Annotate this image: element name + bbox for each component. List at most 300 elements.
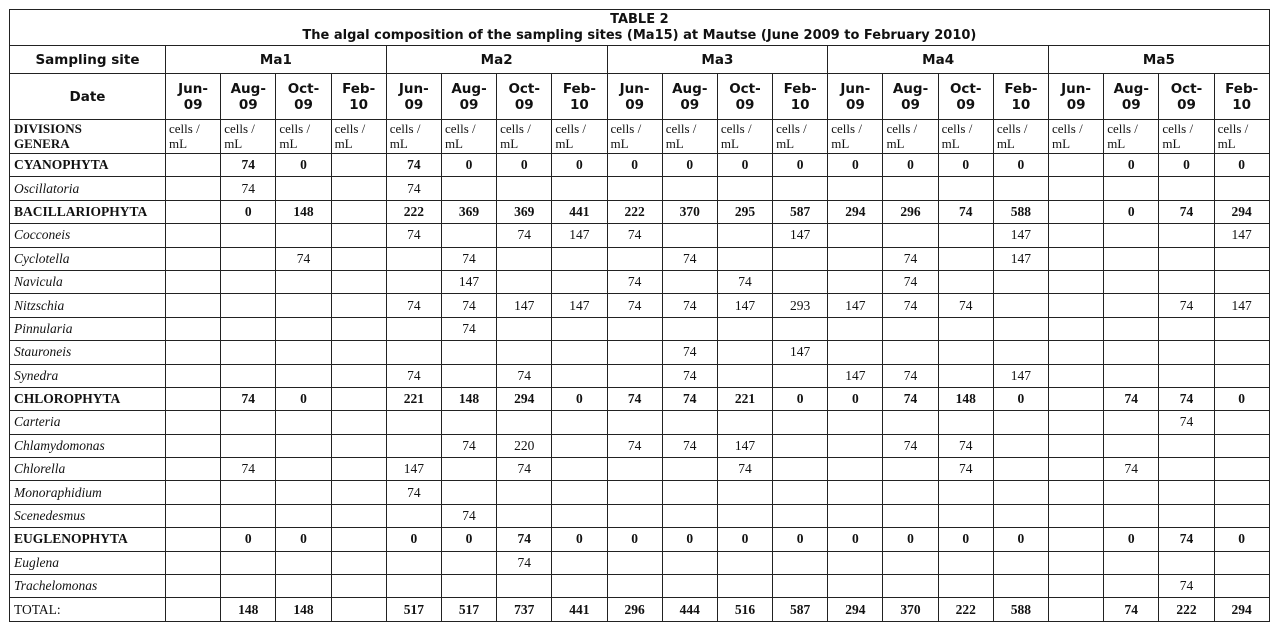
- value-cell: 74: [717, 458, 772, 481]
- value-cell: [552, 434, 607, 457]
- value-cell: 0: [1104, 528, 1159, 551]
- value-cell: [773, 458, 828, 481]
- date-month: Oct-: [508, 80, 540, 97]
- value-cell: [497, 411, 552, 434]
- unit-cell: [1049, 120, 1104, 154]
- value-cell: [552, 411, 607, 434]
- value-cell: 74: [938, 434, 993, 457]
- value-cell: 0: [276, 154, 331, 177]
- value-cell: [441, 341, 496, 364]
- value-cell: [331, 434, 386, 457]
- genus-row: [10, 481, 1270, 504]
- unit-cells: cells /: [665, 121, 697, 136]
- value-cell: [331, 528, 386, 551]
- value-cell: [717, 247, 772, 270]
- unit-ml: mL: [831, 136, 850, 151]
- value-cell: [717, 364, 772, 387]
- value-cell: [1104, 247, 1159, 270]
- value-cell: [166, 481, 221, 504]
- value-cell: [221, 294, 276, 317]
- value-cell: [938, 224, 993, 247]
- value-cell: [331, 224, 386, 247]
- value-cell: 294: [1214, 200, 1269, 223]
- value-cell: 74: [386, 294, 441, 317]
- value-cell: [552, 177, 607, 200]
- genus-label: Stauroneis: [10, 341, 166, 364]
- unit-cells: cells /: [1162, 121, 1194, 136]
- value-cell: 74: [938, 294, 993, 317]
- division-row: [10, 387, 1270, 410]
- genus-label: Trachelomonas: [10, 575, 166, 598]
- value-cell: [717, 411, 772, 434]
- value-cell: 74: [497, 364, 552, 387]
- date-year: 09: [680, 96, 700, 113]
- value-cell: [773, 247, 828, 270]
- date-header: [773, 74, 828, 120]
- value-cell: [552, 270, 607, 293]
- value-cell: [938, 341, 993, 364]
- value-cell: [221, 270, 276, 293]
- value-cell: [497, 481, 552, 504]
- date-month: Aug-: [230, 80, 266, 97]
- value-cell: [331, 294, 386, 317]
- value-cell: [883, 411, 938, 434]
- value-cell: [1049, 434, 1104, 457]
- date-month: Aug-: [1113, 80, 1149, 97]
- value-cell: [166, 200, 221, 223]
- value-cell: 294: [497, 387, 552, 410]
- value-cell: [497, 247, 552, 270]
- value-cell: [1049, 247, 1104, 270]
- value-cell: [1159, 317, 1214, 340]
- unit-cells: cells /: [555, 121, 586, 136]
- value-cell: [1104, 575, 1159, 598]
- value-cell: [1049, 528, 1104, 551]
- value-cell: 0: [883, 528, 938, 551]
- date-header: [1049, 74, 1104, 120]
- date-year: 09: [514, 96, 534, 113]
- genus-row: [10, 341, 1270, 364]
- value-cell: [441, 364, 496, 387]
- divisions-genera-label: [10, 120, 166, 154]
- value-cell: [166, 364, 221, 387]
- value-cell: [166, 434, 221, 457]
- value-cell: [828, 411, 883, 434]
- genera-label: GENERA: [14, 136, 70, 151]
- value-cell: 0: [993, 387, 1048, 410]
- value-cell: 0: [607, 154, 662, 177]
- value-cell: [883, 224, 938, 247]
- date-header: [828, 74, 883, 120]
- date-month: Oct-: [287, 80, 320, 97]
- value-cell: [441, 224, 496, 247]
- value-cell: [773, 411, 828, 434]
- value-cell: [662, 317, 717, 340]
- division-label: CYANOPHYTA: [10, 154, 166, 177]
- value-cell: 74: [662, 364, 717, 387]
- value-cell: [883, 317, 938, 340]
- table-caption: TABLE 2: [610, 12, 669, 27]
- value-cell: 296: [607, 598, 662, 621]
- value-cell: [497, 341, 552, 364]
- value-cell: [1159, 364, 1214, 387]
- value-cell: 369: [441, 200, 496, 223]
- value-cell: 74: [607, 224, 662, 247]
- value-cell: [1214, 551, 1269, 574]
- genus-label: Nitzschia: [10, 294, 166, 317]
- date-year: 10: [570, 96, 589, 113]
- value-cell: [552, 458, 607, 481]
- value-cell: 74: [883, 434, 938, 457]
- unit-cells: cells /: [1217, 121, 1249, 136]
- unit-ml: mL: [555, 136, 574, 151]
- value-cell: [221, 551, 276, 574]
- value-cell: [1159, 504, 1214, 527]
- value-cell: [717, 575, 772, 598]
- genus-row: [10, 434, 1270, 457]
- value-cell: 0: [828, 528, 883, 551]
- value-cell: [221, 411, 276, 434]
- value-cell: [386, 551, 441, 574]
- date-header-label: Date: [10, 74, 166, 120]
- value-cell: 0: [662, 528, 717, 551]
- value-cell: [1049, 270, 1104, 293]
- value-cell: 74: [1104, 387, 1159, 410]
- date-header: [386, 74, 441, 120]
- unit-cells: cells /: [224, 121, 255, 136]
- value-cell: 444: [662, 598, 717, 621]
- value-cell: [938, 270, 993, 293]
- value-cell: [828, 458, 883, 481]
- value-cell: [1049, 224, 1104, 247]
- value-cell: [497, 317, 552, 340]
- unit-ml: mL: [720, 136, 739, 151]
- value-cell: [552, 481, 607, 504]
- unit-cells: cells /: [279, 121, 311, 136]
- value-cell: [607, 504, 662, 527]
- value-cell: 74: [607, 434, 662, 457]
- value-cell: 74: [607, 294, 662, 317]
- value-cell: [221, 364, 276, 387]
- value-cell: [1159, 341, 1214, 364]
- value-cell: 74: [883, 387, 938, 410]
- value-cell: 147: [717, 294, 772, 317]
- value-cell: [883, 504, 938, 527]
- value-cell: [221, 504, 276, 527]
- value-cell: [1104, 177, 1159, 200]
- genus-row: [10, 177, 1270, 200]
- value-cell: 0: [441, 154, 496, 177]
- date-year: 09: [1066, 96, 1086, 113]
- value-cell: [386, 247, 441, 270]
- value-cell: [828, 434, 883, 457]
- value-cell: [717, 224, 772, 247]
- unit-cells: cells /: [996, 121, 1028, 136]
- value-cell: [1104, 434, 1159, 457]
- value-cell: [386, 317, 441, 340]
- date-header: [1159, 74, 1214, 120]
- genus-label: Cocconeis: [10, 224, 166, 247]
- value-cell: [441, 458, 496, 481]
- date-month: Jun-: [619, 80, 650, 97]
- unit-cells: cells /: [720, 121, 752, 136]
- value-cell: 293: [773, 294, 828, 317]
- value-cell: 0: [221, 200, 276, 223]
- value-cell: [662, 575, 717, 598]
- unit-ml: mL: [500, 136, 519, 151]
- date-header: [993, 74, 1048, 120]
- value-cell: [1049, 177, 1104, 200]
- value-cell: [828, 270, 883, 293]
- date-header: [662, 74, 717, 120]
- value-cell: 222: [607, 200, 662, 223]
- value-cell: 147: [993, 247, 1048, 270]
- value-cell: 370: [883, 598, 938, 621]
- value-cell: 74: [717, 270, 772, 293]
- value-cell: 0: [552, 154, 607, 177]
- value-cell: 147: [773, 341, 828, 364]
- value-cell: [331, 458, 386, 481]
- value-cell: [166, 411, 221, 434]
- value-cell: 74: [1159, 387, 1214, 410]
- value-cell: [1104, 270, 1159, 293]
- value-cell: 147: [386, 458, 441, 481]
- value-cell: 0: [552, 528, 607, 551]
- value-cell: [331, 598, 386, 621]
- unit-cells: cells /: [334, 121, 366, 136]
- value-cell: [552, 364, 607, 387]
- value-cell: [938, 575, 993, 598]
- unit-ml: mL: [279, 136, 298, 151]
- genus-row: [10, 317, 1270, 340]
- date-year: 09: [625, 96, 644, 113]
- value-cell: 74: [497, 528, 552, 551]
- value-cell: [386, 270, 441, 293]
- value-cell: [1049, 154, 1104, 177]
- value-cell: [552, 317, 607, 340]
- unit-ml: mL: [389, 136, 408, 151]
- unit-ml: mL: [776, 136, 795, 151]
- value-cell: [221, 434, 276, 457]
- value-cell: 147: [1214, 224, 1269, 247]
- value-cell: [441, 481, 496, 504]
- unit-ml: mL: [169, 136, 188, 151]
- date-month: Oct-: [1170, 80, 1203, 97]
- algal-composition-table: [9, 9, 1270, 622]
- value-cell: [221, 224, 276, 247]
- value-cell: [607, 551, 662, 574]
- value-cell: [331, 270, 386, 293]
- value-cell: 74: [1159, 200, 1214, 223]
- genus-label: Synedra: [10, 364, 166, 387]
- value-cell: [938, 247, 993, 270]
- value-cell: [166, 504, 221, 527]
- date-year: 09: [901, 96, 920, 113]
- value-cell: [276, 317, 331, 340]
- value-cell: [662, 551, 717, 574]
- genus-label: Cyclotella: [10, 247, 166, 270]
- value-cell: [552, 247, 607, 270]
- date-header: [166, 74, 221, 120]
- genus-row: [10, 294, 1270, 317]
- value-cell: [883, 177, 938, 200]
- value-cell: 516: [717, 598, 772, 621]
- value-cell: 74: [386, 177, 441, 200]
- value-cell: [276, 364, 331, 387]
- value-cell: [276, 224, 331, 247]
- site-header-ma2: Ma2: [386, 46, 607, 74]
- unit-cells: cells /: [500, 121, 531, 136]
- genus-row: [10, 575, 1270, 598]
- value-cell: 0: [497, 154, 552, 177]
- value-cell: [828, 504, 883, 527]
- date-header: [276, 74, 331, 120]
- value-cell: [276, 551, 331, 574]
- value-cell: 147: [497, 294, 552, 317]
- genus-row: [10, 224, 1270, 247]
- value-cell: [331, 551, 386, 574]
- value-cell: 74: [662, 294, 717, 317]
- value-cell: 74: [497, 224, 552, 247]
- value-cell: [441, 551, 496, 574]
- value-cell: 441: [552, 200, 607, 223]
- value-cell: [497, 575, 552, 598]
- value-cell: 0: [221, 528, 276, 551]
- value-cell: [331, 317, 386, 340]
- value-cell: [386, 504, 441, 527]
- value-cell: 74: [386, 364, 441, 387]
- value-cell: 0: [773, 387, 828, 410]
- value-cell: 74: [938, 458, 993, 481]
- date-month: Jun-: [1061, 80, 1092, 97]
- date-year: 09: [1177, 96, 1196, 113]
- date-month: Feb-: [1004, 80, 1038, 97]
- unit-ml: mL: [941, 136, 960, 151]
- value-cell: 74: [1104, 458, 1159, 481]
- genus-label: Scenedesmus: [10, 504, 166, 527]
- unit-cells: cells /: [389, 121, 421, 136]
- date-month: Feb-: [1225, 80, 1259, 97]
- value-cell: 222: [938, 598, 993, 621]
- date-year: 10: [349, 96, 369, 113]
- value-cell: [276, 481, 331, 504]
- value-cell: [276, 458, 331, 481]
- value-cell: 74: [497, 551, 552, 574]
- value-cell: [1049, 504, 1104, 527]
- value-cell: 148: [938, 387, 993, 410]
- date-header: [497, 74, 552, 120]
- genus-label: Oscillatoria: [10, 177, 166, 200]
- value-cell: [773, 317, 828, 340]
- value-cell: [441, 575, 496, 598]
- value-cell: 74: [1159, 575, 1214, 598]
- value-cell: [166, 575, 221, 598]
- value-cell: [607, 247, 662, 270]
- value-cell: [993, 270, 1048, 293]
- value-cell: [1214, 458, 1269, 481]
- value-cell: [607, 341, 662, 364]
- unit-cell: [662, 120, 717, 154]
- value-cell: 147: [441, 270, 496, 293]
- value-cell: [828, 247, 883, 270]
- value-cell: [883, 481, 938, 504]
- value-cell: [993, 317, 1048, 340]
- value-cell: 587: [773, 598, 828, 621]
- unit-cell: [938, 120, 993, 154]
- genus-label: Chlamydomonas: [10, 434, 166, 457]
- value-cell: 737: [497, 598, 552, 621]
- value-cell: 0: [1214, 528, 1269, 551]
- date-header-row: [10, 74, 1270, 120]
- value-cell: 0: [662, 154, 717, 177]
- unit-cell: [1159, 120, 1214, 154]
- genus-label: Chlorella: [10, 458, 166, 481]
- value-cell: [883, 458, 938, 481]
- value-cell: [166, 317, 221, 340]
- value-cell: 74: [662, 434, 717, 457]
- value-cell: 74: [662, 387, 717, 410]
- unit-cell: [828, 120, 883, 154]
- genus-row: [10, 411, 1270, 434]
- value-cell: 74: [662, 341, 717, 364]
- value-cell: 148: [276, 598, 331, 621]
- value-cell: [938, 504, 993, 527]
- value-cell: 0: [1214, 387, 1269, 410]
- value-cell: [166, 551, 221, 574]
- date-year: 10: [1232, 96, 1252, 113]
- site-header-ma1: Ma1: [166, 46, 387, 74]
- value-cell: 148: [441, 387, 496, 410]
- value-cell: [441, 411, 496, 434]
- value-cell: 0: [993, 154, 1048, 177]
- value-cell: 0: [938, 528, 993, 551]
- value-cell: 222: [1159, 598, 1214, 621]
- unit-cell: [1214, 120, 1269, 154]
- value-cell: 369: [497, 200, 552, 223]
- site-header-ma3: Ma3: [607, 46, 828, 74]
- value-cell: [1214, 270, 1269, 293]
- value-cell: 296: [883, 200, 938, 223]
- value-cell: [1214, 575, 1269, 598]
- value-cell: 74: [386, 481, 441, 504]
- value-cell: 148: [221, 598, 276, 621]
- date-header: [607, 74, 662, 120]
- value-cell: 74: [386, 154, 441, 177]
- value-cell: [552, 551, 607, 574]
- genus-row: [10, 247, 1270, 270]
- value-cell: 74: [441, 247, 496, 270]
- value-cell: 295: [717, 200, 772, 223]
- value-cell: 0: [441, 528, 496, 551]
- value-cell: [166, 598, 221, 621]
- value-cell: 0: [1104, 154, 1159, 177]
- value-cell: [386, 341, 441, 364]
- unit-ml: mL: [1162, 136, 1181, 151]
- value-cell: [276, 270, 331, 293]
- value-cell: [717, 551, 772, 574]
- value-cell: 147: [552, 294, 607, 317]
- value-cell: [166, 341, 221, 364]
- unit-cell: [221, 120, 276, 154]
- value-cell: 0: [607, 528, 662, 551]
- value-cell: [552, 504, 607, 527]
- value-cell: [993, 504, 1048, 527]
- unit-ml: mL: [1217, 136, 1236, 151]
- total-label: TOTAL:: [10, 598, 166, 621]
- value-cell: [883, 341, 938, 364]
- unit-cell: [441, 120, 496, 154]
- value-cell: [773, 364, 828, 387]
